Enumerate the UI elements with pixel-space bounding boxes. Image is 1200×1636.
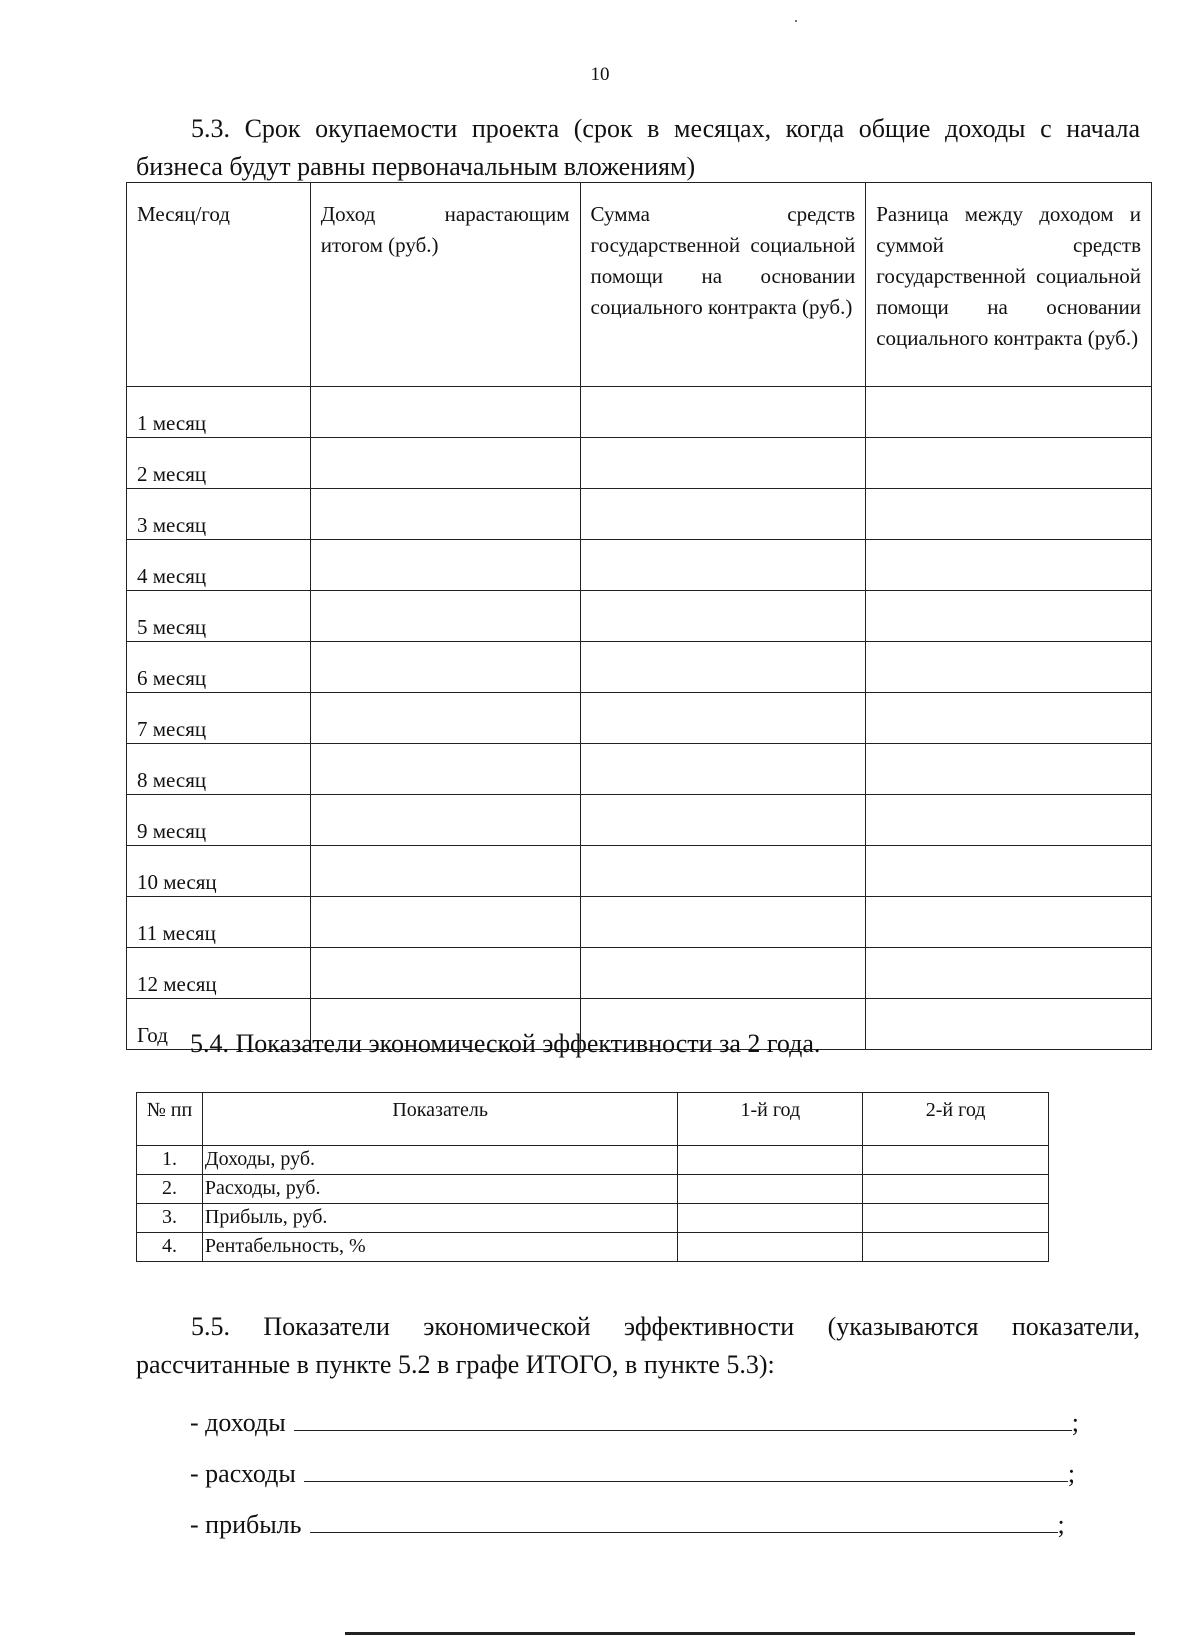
table-cell[interactable] [863, 1146, 1049, 1175]
row-label: 12 месяц [127, 948, 311, 999]
page-number: 10 [590, 64, 610, 85]
expenses-label: - расходы [190, 1459, 296, 1488]
line-end: ; [1071, 1408, 1079, 1437]
table-cell[interactable] [580, 387, 866, 438]
table-cell[interactable] [866, 642, 1152, 693]
line-end: ; [1057, 1510, 1065, 1539]
table-cell[interactable] [580, 744, 866, 795]
table-row [137, 1146, 1049, 1175]
table-cell[interactable] [866, 897, 1152, 948]
table-cell[interactable] [580, 795, 866, 846]
table-cell[interactable] [678, 1233, 863, 1262]
income-blank-field[interactable] [294, 1404, 1072, 1431]
table-row [137, 1233, 1049, 1262]
table-cell[interactable] [863, 1175, 1049, 1204]
payback-table [126, 182, 1152, 1050]
table-cell[interactable] [310, 642, 580, 693]
table-cell[interactable] [580, 540, 866, 591]
section-5-3-heading: 5.3. Срок окупаемости проекта (срок в месяцах, когда общие доходы с начала бизнеса будут равны первоначальным вложениям) [136, 114, 1140, 181]
table-cell[interactable] [866, 693, 1152, 744]
table-row [137, 1204, 1049, 1233]
row-number: 4. [137, 1233, 203, 1262]
scan-speck [795, 20, 797, 22]
row-label: 8 месяц [127, 744, 311, 795]
table-cell[interactable] [866, 948, 1152, 999]
expenses-blank-field[interactable] [304, 1455, 1068, 1482]
header-number: № пп [137, 1093, 203, 1146]
row-number: 3. [137, 1204, 203, 1233]
header-month-year: Месяц/год [127, 183, 311, 387]
row-label: Прибыль, руб. [202, 1204, 678, 1233]
table-cell[interactable] [310, 744, 580, 795]
table-row [137, 1175, 1049, 1204]
table-row [127, 591, 1152, 642]
row-label: 10 месяц [127, 846, 311, 897]
row-label: Доходы, руб. [202, 1146, 678, 1175]
table-row [127, 948, 1152, 999]
table-cell[interactable] [866, 744, 1152, 795]
table-cell[interactable] [866, 489, 1152, 540]
bottom-rule [345, 1632, 1135, 1635]
payback-table-header-row [127, 183, 1152, 387]
table-row [127, 387, 1152, 438]
section-5-5-heading: 5.5. Показатели экономической эффективности (указываются показатели, рассчитанные в пункте 5.2 в графе ИТОГО, в пункте 5.3): [136, 1312, 1140, 1379]
row-number: 2. [137, 1175, 203, 1204]
section-5-4-heading: 5.4. Показатели экономической эффективности за 2 года. [190, 1029, 821, 1058]
row-label: 7 месяц [127, 693, 311, 744]
row-label: 4 месяц [127, 540, 311, 591]
header-year-1: 1-й год [678, 1093, 863, 1146]
row-label: 6 месяц [127, 642, 311, 693]
income-label: - доходы [190, 1408, 286, 1437]
table-row [127, 540, 1152, 591]
table-row [127, 744, 1152, 795]
table-cell[interactable] [580, 693, 866, 744]
row-label: Год [127, 999, 311, 1050]
row-label: Расходы, руб. [202, 1175, 678, 1204]
table-cell[interactable] [866, 795, 1152, 846]
row-label: 9 месяц [127, 795, 311, 846]
table-cell[interactable] [863, 1204, 1049, 1233]
table-cell[interactable] [310, 591, 580, 642]
table-cell[interactable] [310, 438, 580, 489]
profit-blank-field[interactable] [310, 1506, 1058, 1533]
table-cell[interactable] [863, 1233, 1049, 1262]
table-cell[interactable] [678, 1146, 863, 1175]
header-cumulative-income: Доход нарастающим итогом (руб.) [310, 183, 580, 387]
table-cell[interactable] [310, 795, 580, 846]
table-cell[interactable] [866, 540, 1152, 591]
table-cell[interactable] [866, 438, 1152, 489]
table-row [127, 438, 1152, 489]
row-label: 2 месяц [127, 438, 311, 489]
line-end: ; [1067, 1459, 1076, 1488]
profit-label: - прибыль [190, 1510, 302, 1539]
table-cell[interactable] [310, 489, 580, 540]
table-cell[interactable] [866, 846, 1152, 897]
table-cell[interactable] [580, 897, 866, 948]
table-cell[interactable] [678, 1175, 863, 1204]
table-cell[interactable] [580, 489, 866, 540]
table-cell[interactable] [310, 846, 580, 897]
row-label: Рентабельность, % [202, 1233, 678, 1262]
table-cell[interactable] [310, 897, 580, 948]
table-cell[interactable] [580, 846, 866, 897]
row-label: 11 месяц [127, 897, 311, 948]
table-row [127, 897, 1152, 948]
header-difference: Разница между доходом и суммой средств государственной социальной помощи на основании социального контракта (руб.) [866, 183, 1152, 387]
row-number: 1. [137, 1146, 203, 1175]
table-cell[interactable] [310, 948, 580, 999]
row-label: 5 месяц [127, 591, 311, 642]
expenses-line [190, 1455, 1075, 1489]
table-cell[interactable] [310, 540, 580, 591]
income-line [190, 1404, 1079, 1438]
table-row [127, 846, 1152, 897]
efficiency-table-header-row [137, 1093, 1049, 1146]
table-cell[interactable] [580, 948, 866, 999]
efficiency-table [136, 1092, 1049, 1262]
header-indicator: Показатель [202, 1093, 678, 1146]
table-row [127, 795, 1152, 846]
table-cell[interactable] [580, 438, 866, 489]
row-label: 3 месяц [127, 489, 311, 540]
row-label: 1 месяц [127, 387, 311, 438]
profit-line [190, 1506, 1065, 1540]
table-cell[interactable] [678, 1204, 863, 1233]
table-cell[interactable] [866, 387, 1152, 438]
header-social-aid-sum: Сумма средств государственной социальной помощи на основании социального контракта (руб.) [580, 183, 866, 387]
table-cell[interactable] [580, 591, 866, 642]
table-cell[interactable] [310, 693, 580, 744]
table-cell[interactable] [866, 591, 1152, 642]
table-cell[interactable] [310, 387, 580, 438]
table-row [127, 489, 1152, 540]
header-year-2: 2-й год [863, 1093, 1049, 1146]
table-row [127, 693, 1152, 744]
table-row [127, 642, 1152, 693]
table-cell[interactable] [580, 642, 866, 693]
